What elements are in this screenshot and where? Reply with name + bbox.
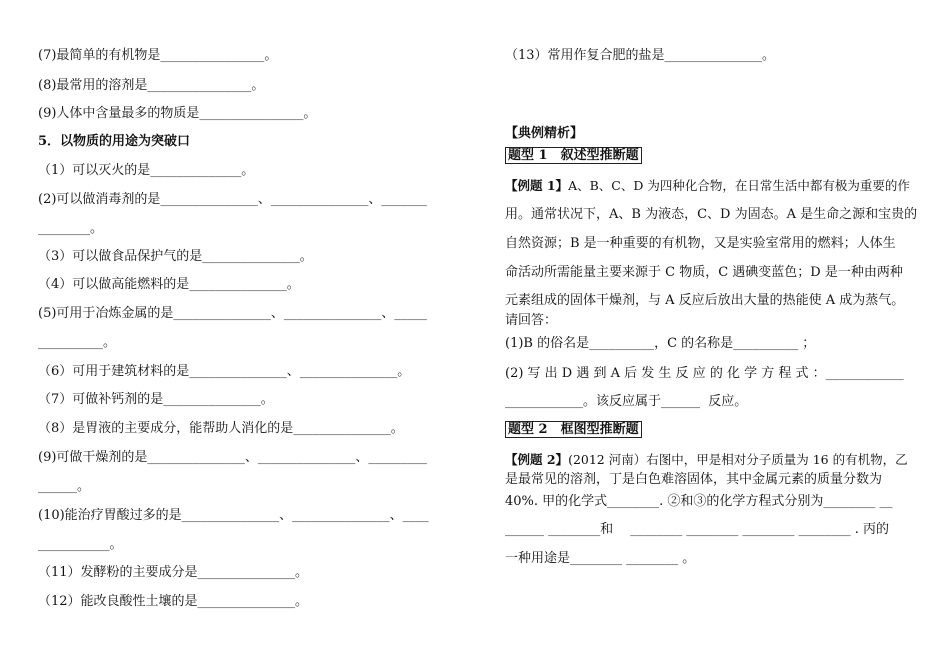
example-2-line-1: [505, 452, 908, 468]
example-2-line-5: 一种用途是________ ________ 。: [505, 551, 696, 566]
use-question-9-cont: ______。: [38, 479, 91, 494]
examples-heading: 【典例精析】: [505, 126, 584, 141]
example-2-line-3: 40%. 甲的化学式________. ②和③的化学方程式分别为________ __: [505, 494, 893, 509]
question-8: (8)最常用的溶剂是________________。: [38, 78, 265, 93]
example-1-question-2-cont: ____________。该反应属于______ 反应。: [505, 394, 748, 409]
use-question-7: （7）可做补钙剂的是_______________。: [38, 392, 274, 407]
type-1-heading: [505, 148, 642, 164]
example-1-line-6: 请回答：: [505, 313, 558, 328]
use-question-11: （11）发酵粉的主要成分是_______________。: [38, 565, 309, 580]
use-question-2-cont: ________。: [38, 221, 104, 236]
example-1-label: 【例题 1】: [505, 178, 569, 193]
use-question-4: （4）可以做高能燃料的是_______________。: [38, 277, 300, 292]
type-2-heading: [505, 422, 642, 438]
question-9: (9)人体中含量最多的物质是________________。: [38, 106, 317, 121]
example-1-line-3: 自然资源；B 是一种重要的有机物，又是实验室常用的燃料；人体生: [505, 236, 896, 251]
example-1-text-1: A、B、C、D 为四种化合物，在日常生活中都有极为重要的作: [568, 178, 910, 193]
example-2-label: 【例题 2】: [505, 452, 569, 467]
type-1-label: 题型 1 叙述型推断题: [505, 147, 642, 164]
use-question-3: （3）可以做食品保护气的是_______________。: [38, 249, 313, 264]
example-1-question-1: (1)B 的俗名是__________，C 的名称是__________ ；: [505, 336, 816, 351]
use-question-6: （6）可用于建筑材料的是_______________、_______________。: [38, 364, 411, 379]
type-2-label: 题型 2 框图型推断题: [505, 421, 642, 438]
example-1-line-2: 用。通常状况下，A、B 为液态，C、D 为固态。A 是生命之源和宝贵的: [505, 207, 918, 222]
example-1-line-4: 命活动所需能量主要来源于 C 物质，C 遇碘变蓝色；D 是一种由两种: [505, 265, 903, 280]
example-2-line-2: 是最常见的溶剂，丁是白色难溶固体，其中金属元素的质量分数为: [505, 472, 883, 487]
use-question-10-cont: ___________。: [38, 537, 123, 552]
use-question-10: (10)能治疗胃酸过多的是_______________、_______________、____: [38, 508, 429, 523]
example-1-line-5: 元素组成的固体干燥剂，与 A 反应后放出大量的热能使 A 成为蒸气。: [505, 293, 905, 308]
use-question-2: (2)可以做消毒剂的是_______________、_______________、_______: [38, 192, 427, 207]
example-2-text-1: (2012 河南）右图中，甲是相对分子质量为 16 的有机物，乙: [568, 452, 908, 467]
example-1-line-1: [505, 178, 910, 194]
use-question-5-cont: __________。: [38, 335, 117, 350]
section-5-heading: 5．以物质的用途为突破口: [38, 134, 191, 149]
use-question-5: (5)可用于冶炼金属的是_______________、_______________、_____: [38, 306, 427, 321]
use-question-9: (9)可做干燥剂的是_______________、_______________、_________: [38, 450, 427, 465]
example-1-question-2: (2) 写 出 D 遇 到 A 后 发 生 反 应 的 化 学 方 程 式 ：____________: [505, 366, 904, 381]
question-7: (7)最简单的有机物是________________。: [38, 48, 278, 63]
use-question-12: （12）能改良酸性土壤的是_______________。: [38, 594, 309, 609]
use-question-8: （8）是胃液的主要成分，能帮助人消化的是_______________。: [38, 421, 404, 436]
use-question-13: （13）常用作复合肥的盐是_______________。: [505, 48, 776, 63]
use-question-1: （1）可以灭火的是______________。: [38, 163, 255, 178]
example-2-line-4: ______ ________和 ________ ________ ________ ________ . 丙的: [505, 522, 890, 537]
